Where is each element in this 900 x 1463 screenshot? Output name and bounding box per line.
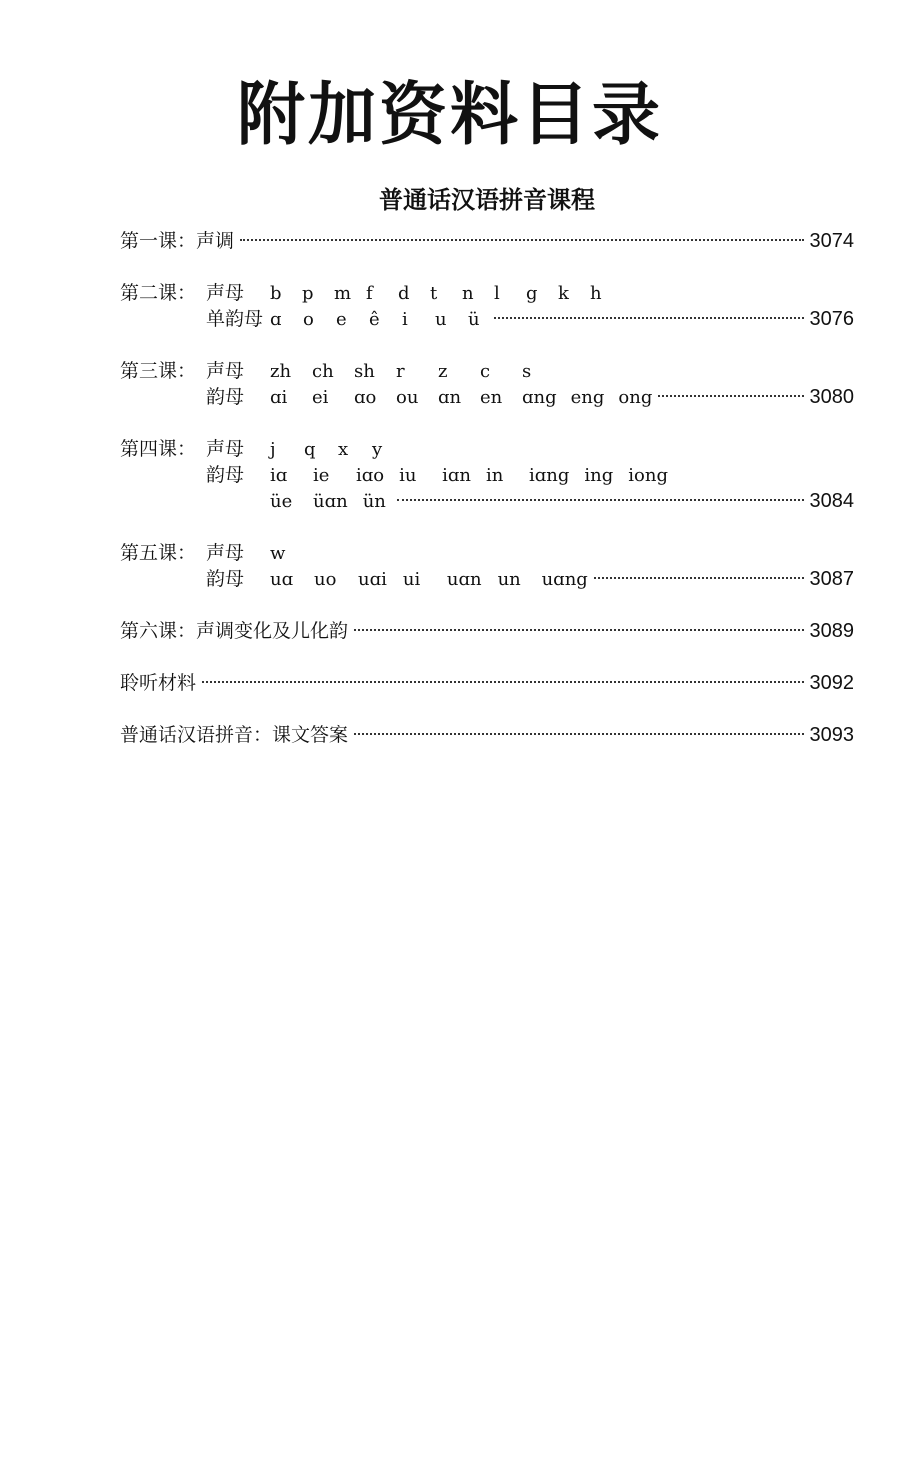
dot-leader xyxy=(240,239,803,241)
page-number: 3080 xyxy=(809,386,854,408)
toc-entry-lesson-1[interactable] xyxy=(120,228,854,254)
lesson-label: 第五课： xyxy=(120,542,197,564)
pinyin-sound: ɑi xyxy=(270,387,288,408)
pinyin-sound: in xyxy=(486,465,504,486)
pinyin-sound: ɑ xyxy=(270,309,282,330)
pinyin-sound: b xyxy=(270,283,282,304)
pinyin-sound: f xyxy=(366,283,373,304)
pinyin-sound: e xyxy=(336,309,347,330)
dot-leader xyxy=(494,317,804,319)
pinyin-sound: x xyxy=(338,439,349,460)
pinyin-sound: o xyxy=(303,309,314,330)
finals-label: 单韵母 xyxy=(206,308,264,330)
finals-label: 韵母 xyxy=(206,568,245,590)
pinyin-sound: ei xyxy=(312,387,329,408)
toc-entry-lesson-5[interactable] xyxy=(120,540,854,592)
dot-leader xyxy=(658,395,803,397)
pinyin-sound: n xyxy=(462,283,474,304)
dot-leader xyxy=(397,499,804,501)
pinyin-sound: uɑng xyxy=(541,569,588,590)
pinyin-sound: r xyxy=(396,361,405,382)
initials-label: 声母 xyxy=(206,360,245,382)
lesson-label: 第二课： xyxy=(120,282,197,304)
section-subtitle: 普通话汉语拼音课程 xyxy=(379,186,595,214)
page-number: 3093 xyxy=(809,724,854,746)
finals-list-continued xyxy=(270,489,391,515)
lesson-label: 第四课： xyxy=(120,438,197,460)
initials-list xyxy=(270,281,610,307)
finals-list xyxy=(270,463,668,489)
pinyin-sound: g xyxy=(526,283,538,304)
dot-leader xyxy=(594,577,804,579)
pinyin-sound: iɑ xyxy=(270,465,288,486)
pinyin-sound: iɑn xyxy=(442,465,471,486)
toc-entry-listening[interactable] xyxy=(120,670,854,696)
initials-list xyxy=(270,359,548,385)
pinyin-sound: iong xyxy=(628,465,668,486)
pinyin-sound: üe xyxy=(270,491,293,512)
pinyin-sound: ing xyxy=(584,465,614,486)
finals-list xyxy=(270,385,652,411)
page-number: 3076 xyxy=(809,308,854,330)
finals-label: 韵母 xyxy=(206,386,245,408)
pinyin-sound: m xyxy=(334,283,352,304)
page-title: 附加资料目录 xyxy=(236,76,663,155)
pinyin-sound: y xyxy=(372,439,383,460)
initials-list xyxy=(270,541,288,567)
initials-label: 声母 xyxy=(206,542,245,564)
lesson-label: 第三课： xyxy=(120,360,197,382)
table-of-contents xyxy=(120,228,854,774)
toc-entry-label: 第六课：声调变化及儿化韵 xyxy=(120,620,349,642)
finals-list xyxy=(270,307,488,333)
page-number: 3084 xyxy=(809,490,854,512)
dot-leader xyxy=(202,681,803,683)
pinyin-sound: uɑ xyxy=(270,569,294,590)
pinyin-sound: uɑn xyxy=(446,569,482,590)
pinyin-sound: iɑo xyxy=(356,465,385,486)
initials-label: 声母 xyxy=(206,282,245,304)
pinyin-sound: ie xyxy=(313,465,330,486)
pinyin-sound: j xyxy=(270,439,276,460)
page-number: 3089 xyxy=(809,620,854,642)
pinyin-sound: ɑo xyxy=(354,387,377,408)
pinyin-sound: u xyxy=(435,309,447,330)
pinyin-sound: p xyxy=(302,283,314,304)
pinyin-sound: w xyxy=(270,543,286,564)
pinyin-sound: ü xyxy=(468,309,480,330)
pinyin-sound: ê xyxy=(369,309,380,330)
toc-entry-answers[interactable] xyxy=(120,722,854,748)
dot-leader xyxy=(354,733,803,735)
pinyin-sound: uɑi xyxy=(358,569,387,590)
initials-label: 声母 xyxy=(206,438,245,460)
pinyin-sound: ch xyxy=(312,361,334,382)
toc-entry-lesson-2[interactable] xyxy=(120,280,854,332)
pinyin-sound: l xyxy=(494,283,500,304)
pinyin-sound: d xyxy=(398,283,410,304)
finals-label: 韵母 xyxy=(206,464,245,486)
toc-entry-lesson-4[interactable] xyxy=(120,436,854,514)
pinyin-sound: üɑn xyxy=(313,491,348,512)
pinyin-sound: ɑng xyxy=(522,387,557,408)
pinyin-sound: ong xyxy=(618,387,653,408)
pinyin-sound: iɑng xyxy=(529,465,570,486)
pinyin-sound: z xyxy=(438,361,448,382)
toc-entry-label: 第一课：声调 xyxy=(120,230,235,252)
toc-entry-label: 聆听材料 xyxy=(120,672,197,694)
pinyin-sound: q xyxy=(304,439,316,460)
pinyin-sound: zh xyxy=(270,361,292,382)
pinyin-sound: h xyxy=(590,283,602,304)
pinyin-sound: eng xyxy=(570,387,605,408)
toc-entry-lesson-6[interactable] xyxy=(120,618,854,644)
pinyin-sound: ɑn xyxy=(438,387,462,408)
dot-leader xyxy=(354,629,803,631)
pinyin-sound: ün xyxy=(362,491,386,512)
page-number: 3087 xyxy=(809,568,854,590)
pinyin-sound: ui xyxy=(402,569,421,590)
page-number: 3092 xyxy=(809,672,854,694)
pinyin-sound: ou xyxy=(396,387,419,408)
pinyin-sound: uo xyxy=(314,569,337,590)
pinyin-sound: s xyxy=(522,361,532,382)
pinyin-sound: k xyxy=(558,283,569,304)
finals-list xyxy=(270,567,588,593)
page-number: 3074 xyxy=(809,230,854,252)
toc-entry-lesson-3[interactable] xyxy=(120,358,854,410)
pinyin-sound: iu xyxy=(399,465,417,486)
pinyin-sound: un xyxy=(497,569,521,590)
pinyin-sound: i xyxy=(402,309,408,330)
pinyin-sound: sh xyxy=(354,361,375,382)
pinyin-sound: t xyxy=(430,283,438,304)
pinyin-sound: c xyxy=(480,361,491,382)
pinyin-sound: en xyxy=(480,387,503,408)
initials-list xyxy=(270,437,390,463)
toc-entry-label: 普通话汉语拼音：课文答案 xyxy=(120,724,349,746)
